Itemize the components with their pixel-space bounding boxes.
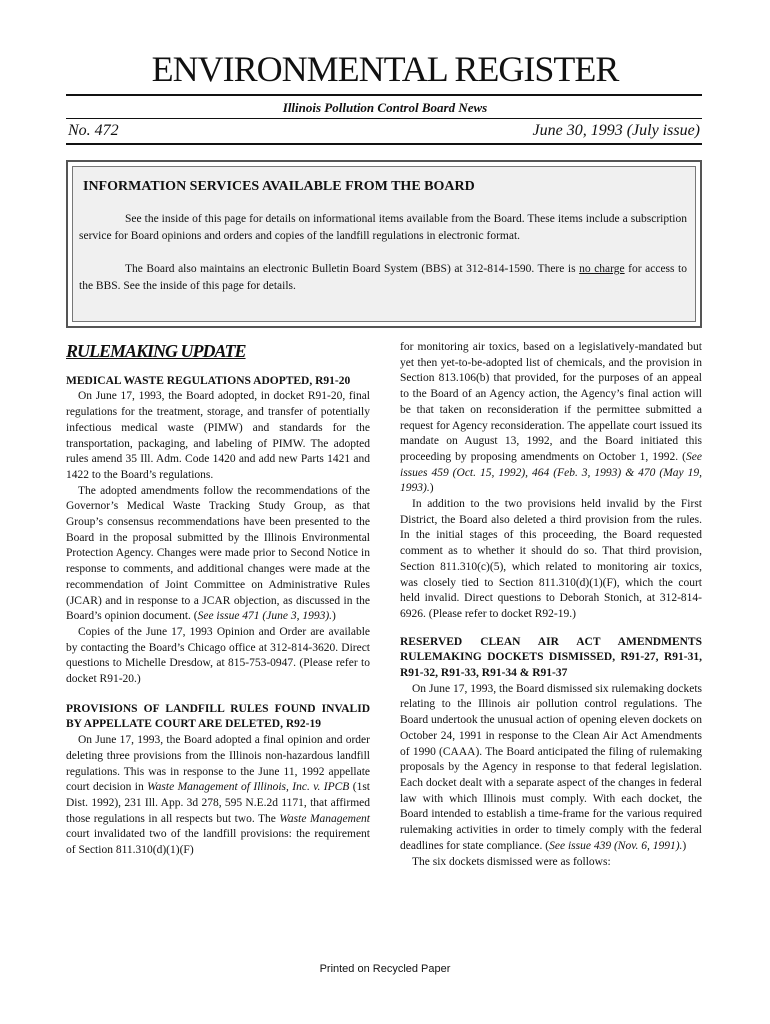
info-services-box <box>66 160 702 328</box>
info-box-title: INFORMATION SERVICES AVAILABLE FROM THE BOARD <box>83 179 475 194</box>
right-column <box>400 340 702 870</box>
issue-number: No. 472 <box>68 122 119 139</box>
masthead-rule-bottom <box>66 143 702 145</box>
paragraph: Copies of the June 17, 1993 Opinion and Order are available by contacting the Board’s Chicago office at 312-814-3620. Direct questions to Michelle Dresdow, at 815-753-0947. (Please refer to docket R91-20.) <box>66 625 370 686</box>
issue-date: June 30, 1993 (July issue) <box>532 122 700 139</box>
heading-clean-air-act: RESERVED CLEAN AIR ACT AMENDMENTS RULEMAKING DOCKETS DISMISSED, R91-27, R91-31, R91-32, R91-33, R91-34 & R91-37 <box>400 635 702 680</box>
masthead-subtitle: Illinois Pollution Control Board News <box>282 100 488 115</box>
paragraph: On June 17, 1993, the Board dismissed six rulemaking dockets relating to the Illinois air pollution control regulations. The Board undertook the unusual action of opening eleven dockets on October 24, 1991 in response to the Clean Air Act Amendments of 1990 (CAAA). The Board anticipated the filing of rulemaking proposals by the Agency in response to that federal legislation. Each docket dealt with a separate aspect of the changes in federal law with which Illinois must comply. With each docket, the Board intended to establish a time-frame for the various required rulemaking activities in order to timely comply with the federal deadlines for state compliance. (See issue 439 (Nov. 6, 1991).) <box>400 682 702 852</box>
paragraph: for monitoring air toxics, based on a legislatively-mandated but yet then yet-to-be-adopted list of chemicals, and the provision in Section 813.106(b) that provided, for the purposes of an appeal to the Board of an Agency action, the Agency’s final action will be that taken on reconsideration if the permittee submitted a request for Agency reconsideration. The appellate court issued its mandate on August 13, 1992, and the Board initiated this proceeding by proposing amendments on October 1, 1992. (See issues 459 (Oct. 15, 1992), 464 (Feb. 3, 1993) & 470 (May 19, 1993).) <box>400 341 702 495</box>
paragraph: On June 17, 1993, the Board adopted a final opinion and order deleting three provisions from the Illinois non-hazardous landfill regulations. This was in response to the June 11, 1992 appellate court decision in Waste Management of Illinois, Inc. v. IPCB (1st Dist. 1992), 231 Ill. App. 3d 278, 595 N.E.2d 1171, that affirmed those regulations in all respects but two. The Waste Management court invalidated two of the landfill provisions: the requirement of Section 811.310(d)(1)(F) <box>66 734 371 857</box>
masthead-rule-top <box>66 94 702 96</box>
section-title: RULEMAKING UPDATE <box>66 341 246 361</box>
info-box-paragraph-1: See the inside of this page for details on informational items available from the Board. These items include a subscription service for Board opinions and orders and copies of the landfill regulations in electronic format. <box>79 213 687 242</box>
footer-recycled-paper: Printed on Recycled Paper <box>319 963 451 975</box>
heading-medical-waste: MEDICAL WASTE REGULATIONS ADOPTED, R91-20 <box>66 374 351 387</box>
left-column <box>66 340 370 859</box>
paragraph: The adopted amendments follow the recommendations of the Governor’s Medical Waste Tracking Study Group, as that Group’s consensus recommendations have been presented to the Board in the proposal submitted by the Illinois Environmental Protection Agency. Changes were made prior to Second Notice in response to comments, and additional changes were made at the recommendation of Joint Committee on Administrative Rules (JCAR) and in response to a JCAR objection, as discussed in the Board’s opinion document. (See issue 471 (June 3, 1993).) <box>66 484 370 623</box>
masthead-title: ENVIRONMENTAL REGISTER <box>151 49 619 89</box>
no-charge-text: no charge <box>579 263 625 275</box>
paragraph: On June 17, 1993, the Board adopted, in docket R91-20, final regulations for the treatment, storage, and transfer of potentially infectious medical waste (PIMW) and standards for the transportation, packaging, and labeling of PIMW. The adopted rules amend 35 Ill. Adm. Code 1420 and add new Parts 1421 and 1422 to the Board’s regulations. <box>66 390 370 481</box>
paragraph: In addition to the two provisions held invalid by the First District, the Board also deleted a third provision from the rules. In the initial stages of this proceeding, the Board requested comment as to whether it should do so. That third provision, Section 811.310(c)(5), which related to monitoring air toxics, was closely tied to Section 811.310(d)(1)(F), which the court held invalid. Direct questions to Deborah Stonich, at 312-814- 6926. (Please refer to docket R92-19.) <box>400 498 702 620</box>
info-box-paragraph-2: The Board also maintains an electronic Bulletin Board System (BBS) at 312-814-1590. There is no charge for access to the BBS. See the inside of this page for details. <box>79 263 687 292</box>
paragraph: The six dockets dismissed were as follows: <box>412 855 611 868</box>
masthead-rule-middle <box>66 118 702 119</box>
heading-landfill-provisions: PROVISIONS OF LANDFILL RULES FOUND INVALID BY APPELLATE COURT ARE DELETED, R92-19 <box>66 702 370 731</box>
